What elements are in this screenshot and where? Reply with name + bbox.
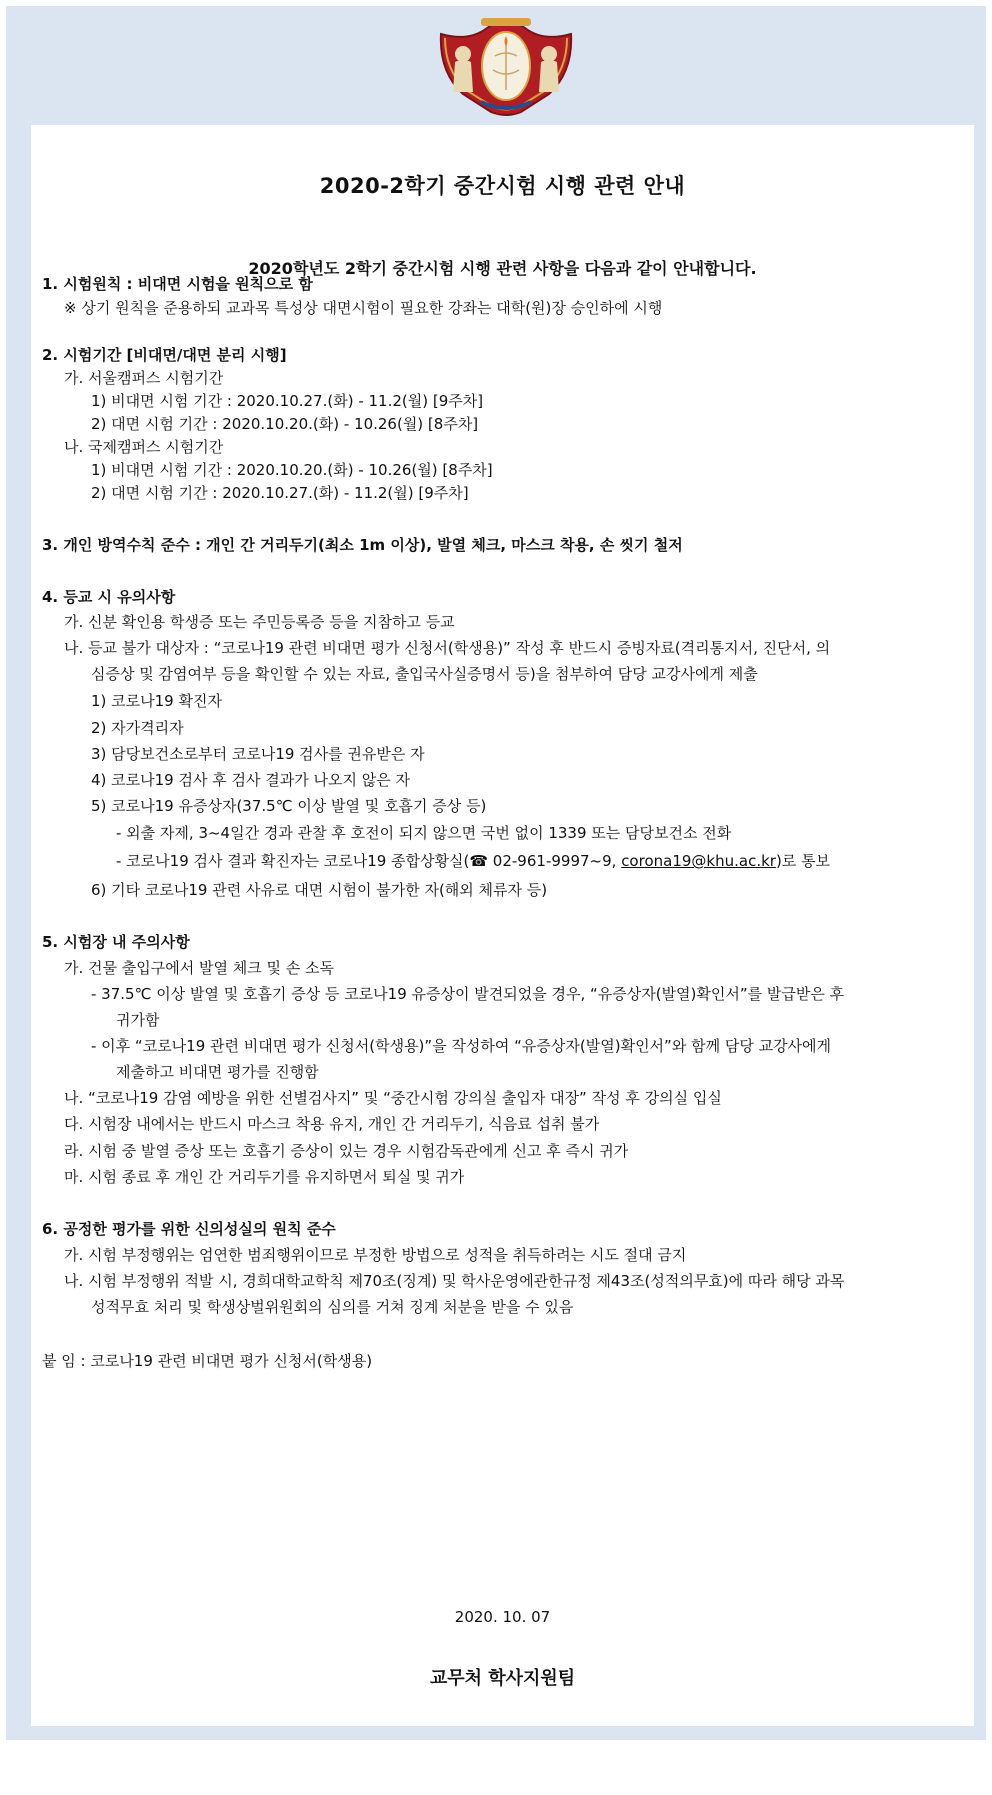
section-2-heading: 2. 시험기간 [비대면/대면 분리 시행] — [42, 346, 287, 364]
section-5-item-a1-line2: 귀가함 — [116, 1011, 160, 1029]
section-2-item-a1: 1) 비대면 시험 기간 : 2020.10.27.(화) - 11.2(월) [9주차] — [91, 392, 484, 410]
section-4-list-item-4: 4) 코로나19 검사 후 검사 결과가 나오지 않은 자 — [91, 771, 410, 789]
section-4-list-item-5: 5) 코로나19 유증상자(37.5℃ 이상 발열 및 호흡기 증상 등) — [91, 797, 487, 815]
issuer-signature: 교무처 학사지원팀 — [429, 1668, 576, 1689]
section-1-note: ※ 상기 원칙을 준용하되 교과목 특성상 대면시험이 필요한 강좌는 대학(원)장 승인하에 시행 — [64, 299, 663, 317]
section-6-item-a: 가. 시험 부정행위는 엄연한 범죄행위이므로 부정한 방법으로 성적을 취득하려는 시도 절대 금지 — [64, 1246, 687, 1264]
section-5-item-e: 마. 시험 종료 후 개인 간 거리두기를 유지하면서 퇴실 및 귀가 — [64, 1168, 465, 1186]
section-6-item-b-line1: 나. 시험 부정행위 적발 시, 경희대학교학칙 제70조(징계) 및 학사운영에관한규정 제43조(성적의무효)에 따라 해당 과목 — [64, 1272, 845, 1290]
contact-text: - 코로나19 검사 결과 확진자는 코로나19 종합상황실(☎ 02-961-9997~9, — [116, 852, 622, 870]
section-5-item-a: 가. 건물 출입구에서 발열 체크 및 손 소독 — [64, 959, 334, 977]
section-3-heading: 3. 개인 방역수칙 준수 : 개인 간 거리두기(최소 1m 이상), 발열 체크, 마스크 착용, 손 씻기 철저 — [42, 536, 683, 554]
section-4-item-a: 가. 신분 확인용 학생증 또는 주민등록증 등을 지참하고 등교 — [64, 613, 455, 631]
section-2-item-b: 나. 국제캠퍼스 시험기간 — [64, 438, 224, 456]
section-6-item-b-line2: 성적무효 처리 및 학생상벌위원회의 심의를 거쳐 징계 처분을 받을 수 있음 — [91, 1298, 574, 1316]
email-link[interactable]: corona19@khu.ac.kr — [621, 852, 776, 870]
section-4-item-b-line1: 나. 등교 불가 대상자 : “코로나19 관련 비대면 평가 신청서(학생용)” 작성 후 반드시 증빙자료(격리통지서, 진단서, 의 — [64, 639, 831, 657]
section-4-list-item-6: 6) 기타 코로나19 관련 사유로 대면 시험이 불가한 자(해외 체류자 등) — [91, 881, 548, 899]
page-background — [6, 6, 986, 1740]
document-title: 2020-2학기 중간시험 시행 관련 안내 — [319, 174, 686, 198]
section-4-item-b-line2: 심증상 및 감염여부 등을 확인할 수 있는 자료, 출입국사실증명서 등)을 첨부하여 담당 교강사에게 제출 — [91, 665, 758, 683]
section-5-item-a2-line1: - 이후 “코로나19 관련 비대면 평가 신청서(학생용)”을 작성하여 “유증상자(발열)확인서”와 함께 담당 교강사에게 — [91, 1037, 832, 1055]
section-5-item-a2-line2: 제출하고 비대면 평가를 진행함 — [116, 1063, 319, 1081]
university-emblem-icon — [433, 12, 579, 120]
section-2-item-b1: 1) 비대면 시험 기간 : 2020.10.20.(화) - 10.26(월) [8주차] — [91, 461, 493, 479]
section-4-list-item-5b — [116, 851, 830, 871]
section-4-heading: 4. 등교 시 유의사항 — [42, 588, 176, 606]
section-5-item-b: 나. “코로나19 감염 예방을 위한 선별검사지” 및 “중간시험 강의실 출입자 대장” 작성 후 강의실 입실 — [64, 1089, 722, 1107]
attachment-note: 붙 임 : 코로나19 관련 비대면 평가 신청서(학생용) — [42, 1352, 373, 1370]
section-5-item-c: 다. 시험장 내에서는 반드시 마스크 착용 유지, 개인 간 거리두기, 식음료 섭취 불가 — [64, 1115, 600, 1133]
contact-suffix: )로 통보 — [775, 852, 831, 870]
section-6-heading: 6. 공정한 평가를 위한 신의성실의 원칙 준수 — [42, 1220, 336, 1238]
section-5-item-d: 라. 시험 중 발열 증상 또는 호흡기 증상이 있는 경우 시험감독관에게 신고 후 즉시 귀가 — [64, 1142, 629, 1160]
section-2-item-a2: 2) 대면 시험 기간 : 2020.10.20.(화) - 10.26(월) [8주차] — [91, 415, 479, 433]
section-1-heading: 1. 시험원칙 : 비대면 시험을 원칙으로 함 — [42, 275, 313, 293]
section-5-heading: 5. 시험장 내 주의사항 — [42, 933, 190, 951]
section-5-item-a1-line1: - 37.5℃ 이상 발열 및 호흡기 증상 등 코로나19 유증상이 발견되었을 경우, “유증상자(발열)확인서”를 발급받은 후 — [91, 985, 845, 1003]
section-2-item-b2: 2) 대면 시험 기간 : 2020.10.27.(화) - 11.2(월) [9주차] — [91, 484, 469, 502]
section-4-list-item-2: 2) 자가격리자 — [91, 719, 184, 737]
section-4-list-item-5a: - 외출 자제, 3~4일간 경과 관찰 후 호전이 되지 않으면 국번 없이 1339 또는 담당보건소 전화 — [116, 824, 732, 842]
document-body — [31, 125, 974, 1726]
section-4-list-item-1: 1) 코로나19 확진자 — [91, 692, 222, 710]
section-2-item-a: 가. 서울캠퍼스 시험기간 — [64, 369, 224, 387]
intro-text: 2020학년도 2학기 중간시험 시행 관련 사항을 다음과 같이 안내합니다. — [248, 259, 757, 278]
section-4-list-item-3: 3) 담당보건소로부터 코로나19 검사를 권유받은 자 — [91, 745, 425, 763]
document-date: 2020. 10. 07 — [454, 1608, 551, 1626]
